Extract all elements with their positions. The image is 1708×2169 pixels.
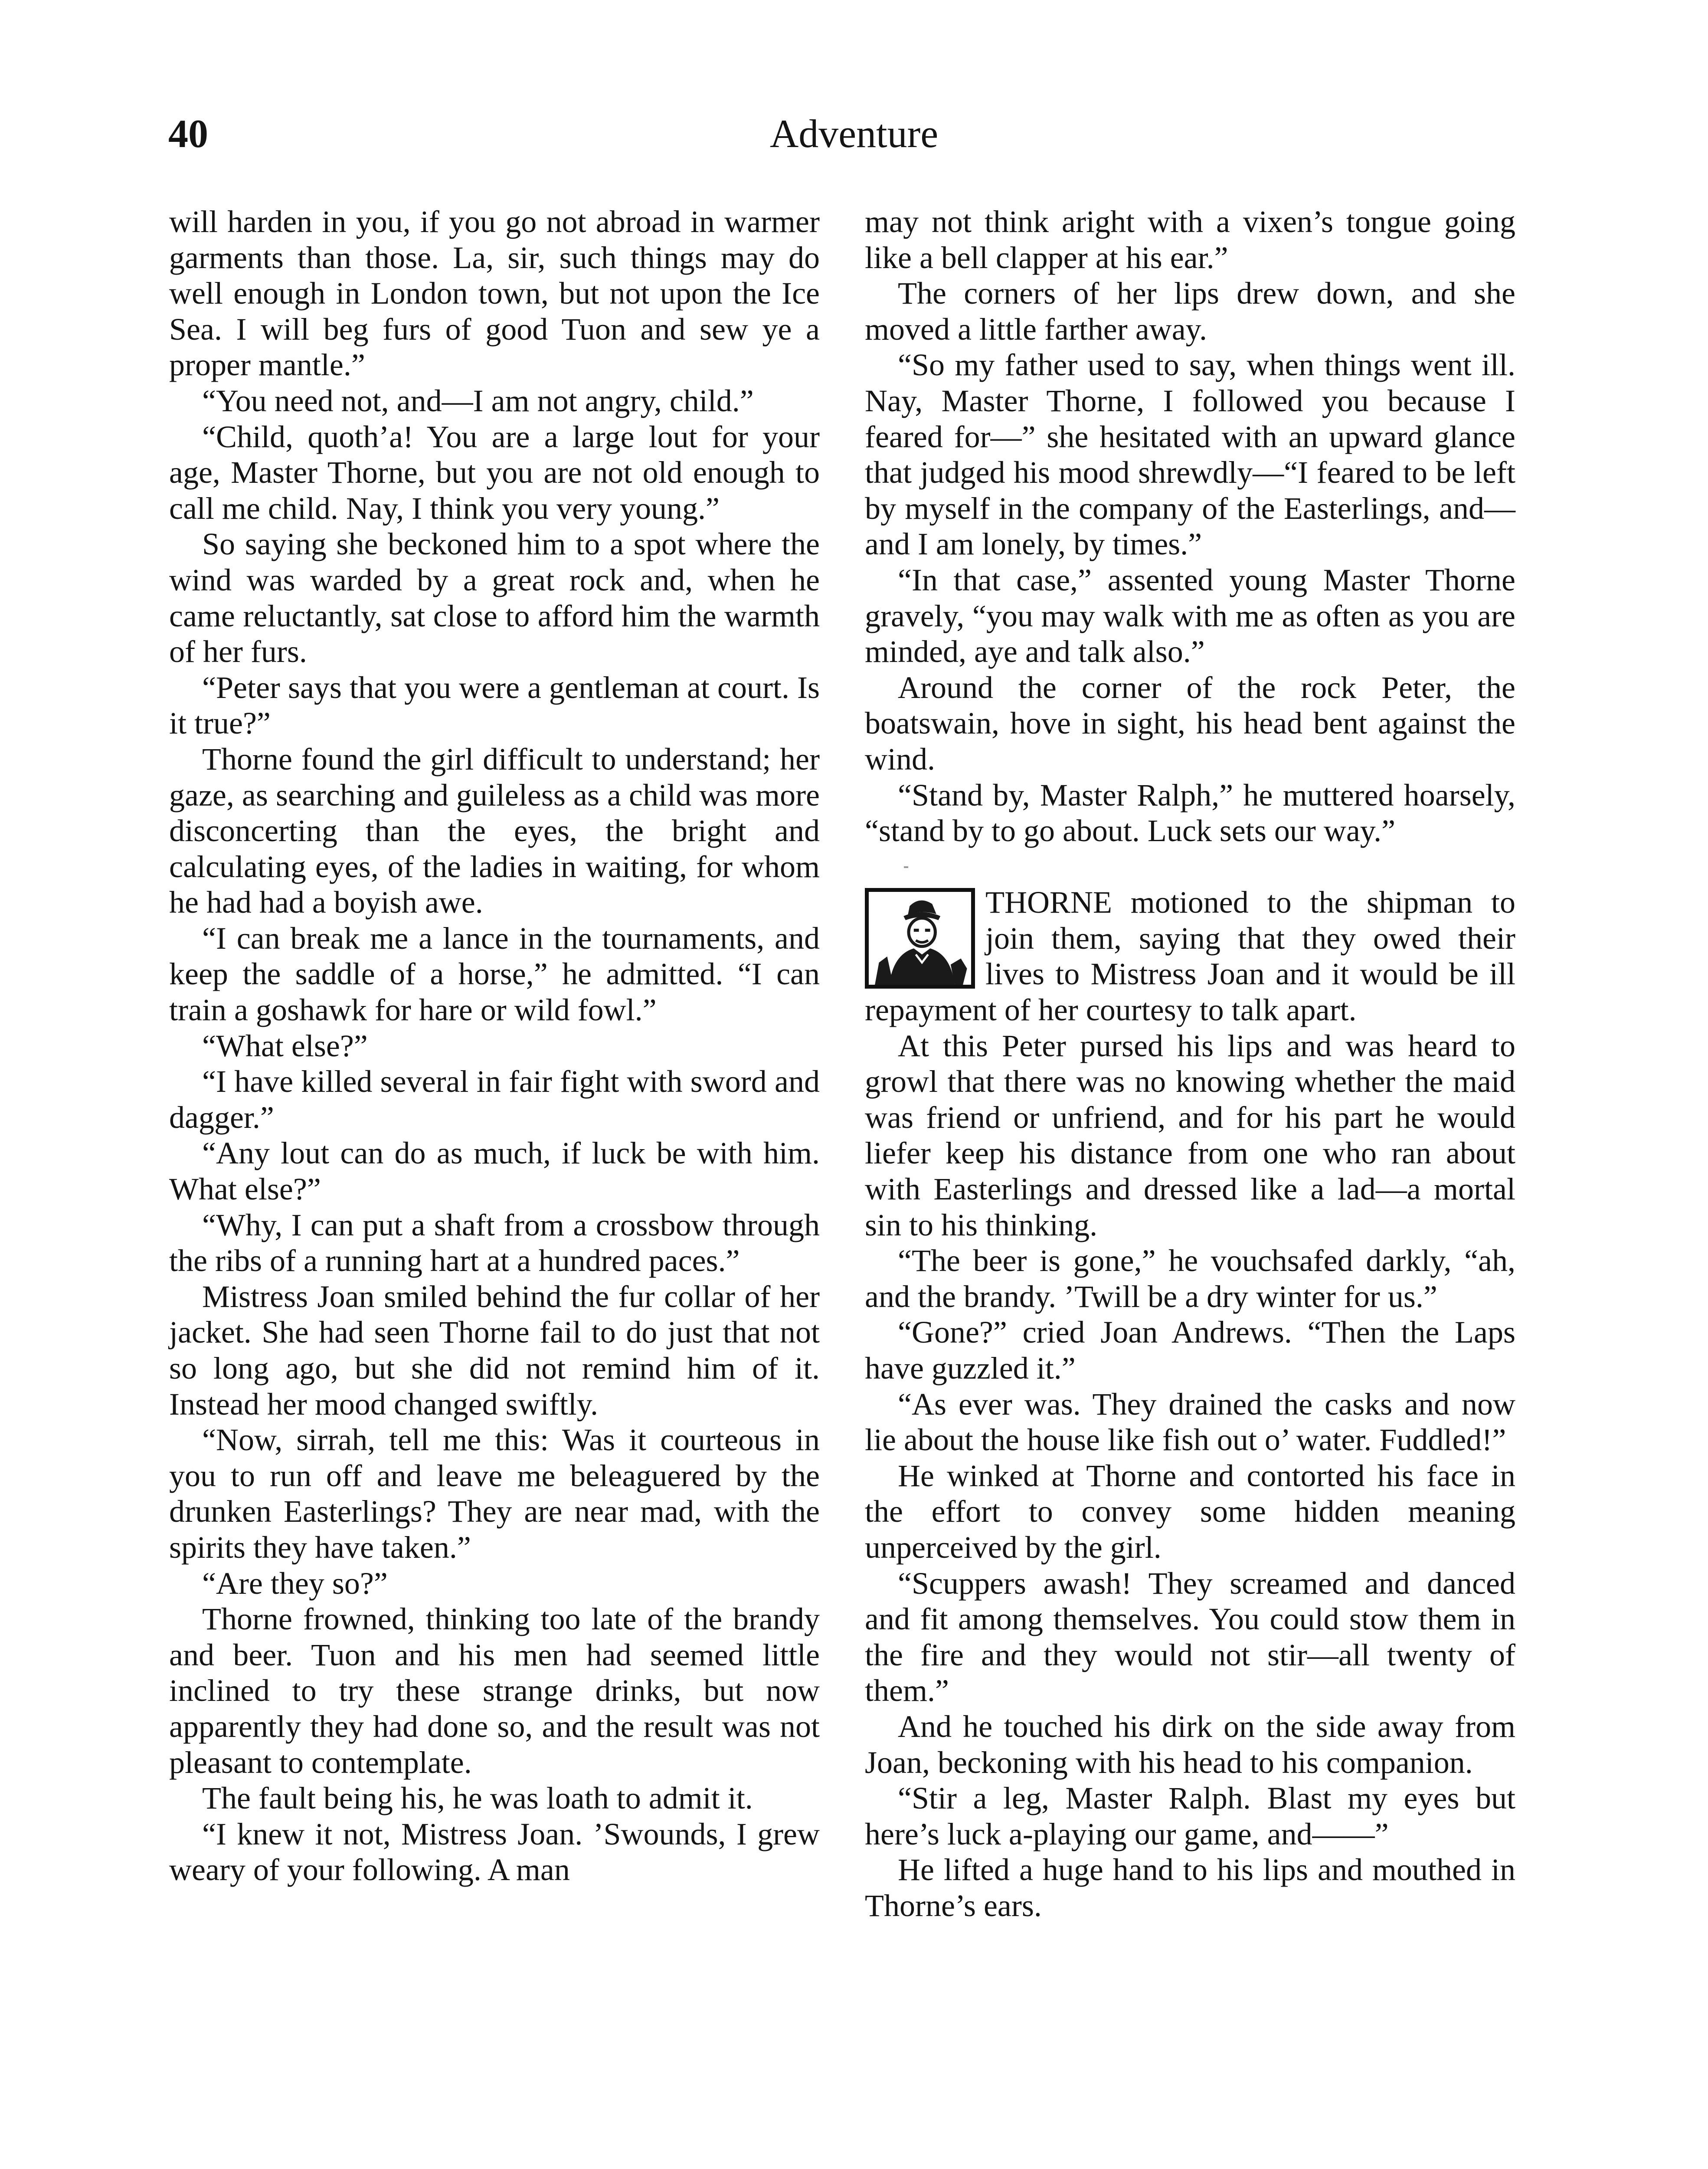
paragraph: “Are they so?” [202, 1566, 388, 1601]
running-head: Adventure [769, 111, 939, 156]
paragraph: “What else?” [202, 1028, 368, 1063]
paragraph: “As ever was. They drained the casks and now lie about the house like fish out o’ water. Fuddled!” [865, 1386, 1515, 1458]
paragraph: The corners of her lips drew down, and she moved a little farther away. [865, 276, 1515, 347]
paragraph: “Gone?” cried Joan Andrews. “Then the Laps have guzzled it.” [865, 1315, 1515, 1386]
paragraph: He winked at Thorne and contorted his face in the effort to convey some hidden meaning unperceived by the girl. [865, 1458, 1515, 1565]
paragraph: The fault being his, he was loath to admit it. [202, 1781, 753, 1816]
drop-paragraph-text: THORNE motioned to the shipman to join them, saying that they owed their lives to Mistress Joan and it would be ill repayment of her courtesy to talk apart. [865, 885, 1515, 1028]
paragraph: “I knew it not, Mistress Joan. ’Swounds, I grew weary of your following. A man [169, 1816, 820, 1887]
paragraph: “So my father used to say, when things went ill. Nay, Master Thorne, I followed you because I feared for—” she hesitated with an upward glance that judged his mood shrewdly—“I feared to be left by myself in the company of the Easterlings, and—and I am lonely, by times.” [865, 347, 1515, 562]
paragraph: Mistress Joan smiled behind the fur collar of her jacket. She had seen Thorne fail to do just that not so long ago, but she did not remind him of it. Instead her mood changed swiftly. [169, 1279, 820, 1422]
paragraph: Thorne found the girl difficult to understand; her gaze, as searching and guileless as a child was more disconcerting than the eyes, the bright and calculating eyes, of the ladies in waiting, for whom he had had a boyish awe. [169, 741, 820, 920]
paragraph: And he touched his dirk on the side away from Joan, beckoning with his head to his companion. [865, 1709, 1515, 1780]
sailor-portrait-icon [865, 888, 975, 989]
page-number: 40 [168, 111, 208, 156]
paragraph: He lifted a huge hand to his lips and mouthed in Thorne’s ears. [865, 1852, 1515, 1923]
paragraph: “Why, I can put a shaft from a crossbow through the ribs of a running hart at a hundred paces.” [169, 1207, 820, 1278]
paragraph: “Scuppers awash! They screamed and danced and fit among themselves. You could stow them in the fire and they would not stir—all twenty of them.” [865, 1566, 1515, 1708]
section-break [865, 849, 1515, 885]
paragraph: “In that case,” assented young Master Thorne gravely, “you may walk with me as often as you are minded, aye and talk also.” [865, 562, 1515, 669]
paragraph: “Stir a leg, Master Ralph. Blast my eyes but here’s luck a-playing our game, and——” [865, 1781, 1515, 1851]
left-column [169, 204, 820, 1888]
paragraph: “Peter says that you were a gentleman at court. Is it true?” [169, 670, 820, 741]
paragraph: Around the corner of the rock Peter, the boatswain, hove in sight, his head bent against the wind. [865, 670, 1515, 777]
paragraph: “Stand by, Master Ralph,” he muttered hoarsely, “stand by to go about. Luck sets our way.” [865, 777, 1515, 849]
paragraph: So saying she beckoned him to a spot where the wind was warded by a great rock and, when he came reluctantly, sat close to afford him the warmth of her furs. [169, 527, 820, 669]
right-column [865, 204, 1515, 1924]
paragraph: “I can break me a lance in the tournaments, and keep the saddle of a horse,” he admitted. “I can train a goshawk for hare or wild fowl.” [169, 921, 820, 1028]
paragraph: “Child, quoth’a! You are a large lout for your age, Master Thorne, but you are not old enough to call me child. Nay, I think you very young.” [169, 419, 820, 526]
paragraph: “I have killed several in fair fight with sword and dagger.” [169, 1064, 820, 1135]
paragraph: “You need not, and—I am not angry, child.” [202, 383, 754, 418]
paragraph: “Any lout can do as much, if luck be with him. What else?” [169, 1136, 820, 1207]
paragraph: may not think aright with a vixen’s tongue going like a bell clapper at his ear.” [865, 204, 1515, 275]
drop-initial-paragraph [865, 885, 1515, 1028]
paragraph: “The beer is gone,” he vouchsafed darkly, “ah, and the brandy. ’Twill be a dry winter for us.” [865, 1243, 1515, 1314]
break-mark [904, 866, 908, 868]
paragraph: At this Peter pursed his lips and was heard to growl that there was no knowing whether the maid was friend or unfriend, and for his part he would liefer keep his distance from one who ran about with Easterlings and dressed like a lad—a mortal sin to his thinking. [865, 1028, 1515, 1242]
paragraph: “Now, sirrah, tell me this: Was it courteous in you to run off and leave me beleaguered by the drunken Easterlings? They are near mad, with the spirits they have taken.” [169, 1422, 820, 1565]
paragraph: Thorne frowned, thinking too late of the brandy and beer. Tuon and his men had seemed little inclined to try these strange drinks, but now apparently they had done so, and the result was not pleasant to contemplate. [169, 1602, 820, 1780]
paragraph: will harden in you, if you go not abroad in warmer garments than those. La, sir, such things may do well enough in London town, but not upon the Ice Sea. I will beg furs of good Tuon and sew ye a proper mantle.” [169, 204, 820, 383]
